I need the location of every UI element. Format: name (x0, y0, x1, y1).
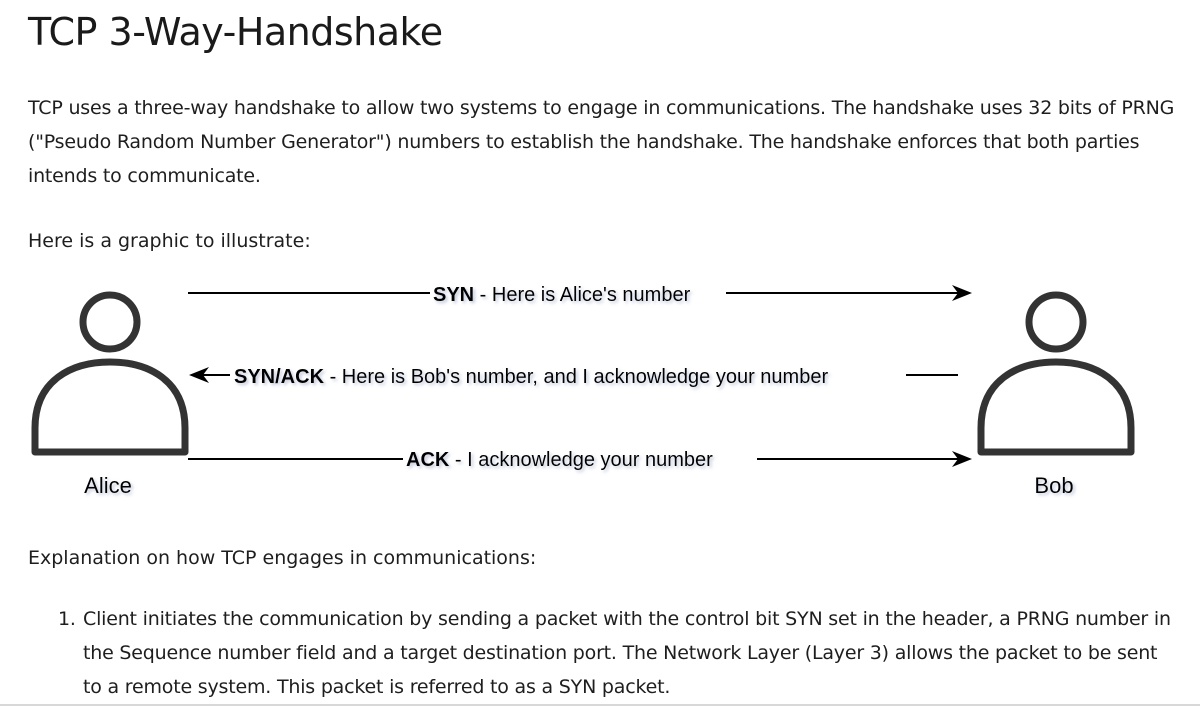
steps-list (28, 602, 1178, 704)
illustrate-caption: Here is a graphic to illustrate: (28, 230, 311, 252)
list-item (28, 602, 1178, 704)
intro-paragraph: TCP uses a three-way handshake to allow two systems to engage in communications. The handshake uses 32 bits of PRNG ("Pseudo Random Number Generator") numbers to establish the handshake. The handshake enforces that both parties intends to communicate. (28, 97, 1175, 187)
syn-ack-label (234, 366, 828, 388)
alice-label: Alice (84, 473, 132, 498)
ack-label (406, 449, 713, 471)
ack-label-bold: ACK (406, 449, 450, 471)
alice-user-icon (35, 295, 185, 452)
page-title: TCP 3-Way-Handshake (28, 10, 443, 54)
step-text: Client initiates the communication by sending a packet with the control bit SYN set in the header, a PRNG number in the Sequence number field and a target destination port. The Network Layer (Layer 3) allows the packet to be sent to a remote system. This packet is referred to as a SYN packet. (83, 608, 1171, 698)
syn-ack-label-text: - Here is Bob's number, and I acknowledge your number (324, 366, 829, 388)
syn-label-bold: SYN (433, 284, 475, 306)
ack-label-text: - I acknowledge your number (449, 449, 713, 471)
bob-user-icon (981, 295, 1131, 452)
handshake-diagram (0, 270, 1200, 510)
syn-ack-label-bold: SYN/ACK (234, 366, 325, 388)
syn-label (433, 284, 691, 306)
step-number: 1. (58, 608, 76, 630)
syn-label-text: - Here is Alice's number (474, 284, 691, 306)
explanation-heading: Explanation on how TCP engages in communications: (28, 547, 537, 569)
bob-label: Bob (1034, 473, 1074, 498)
